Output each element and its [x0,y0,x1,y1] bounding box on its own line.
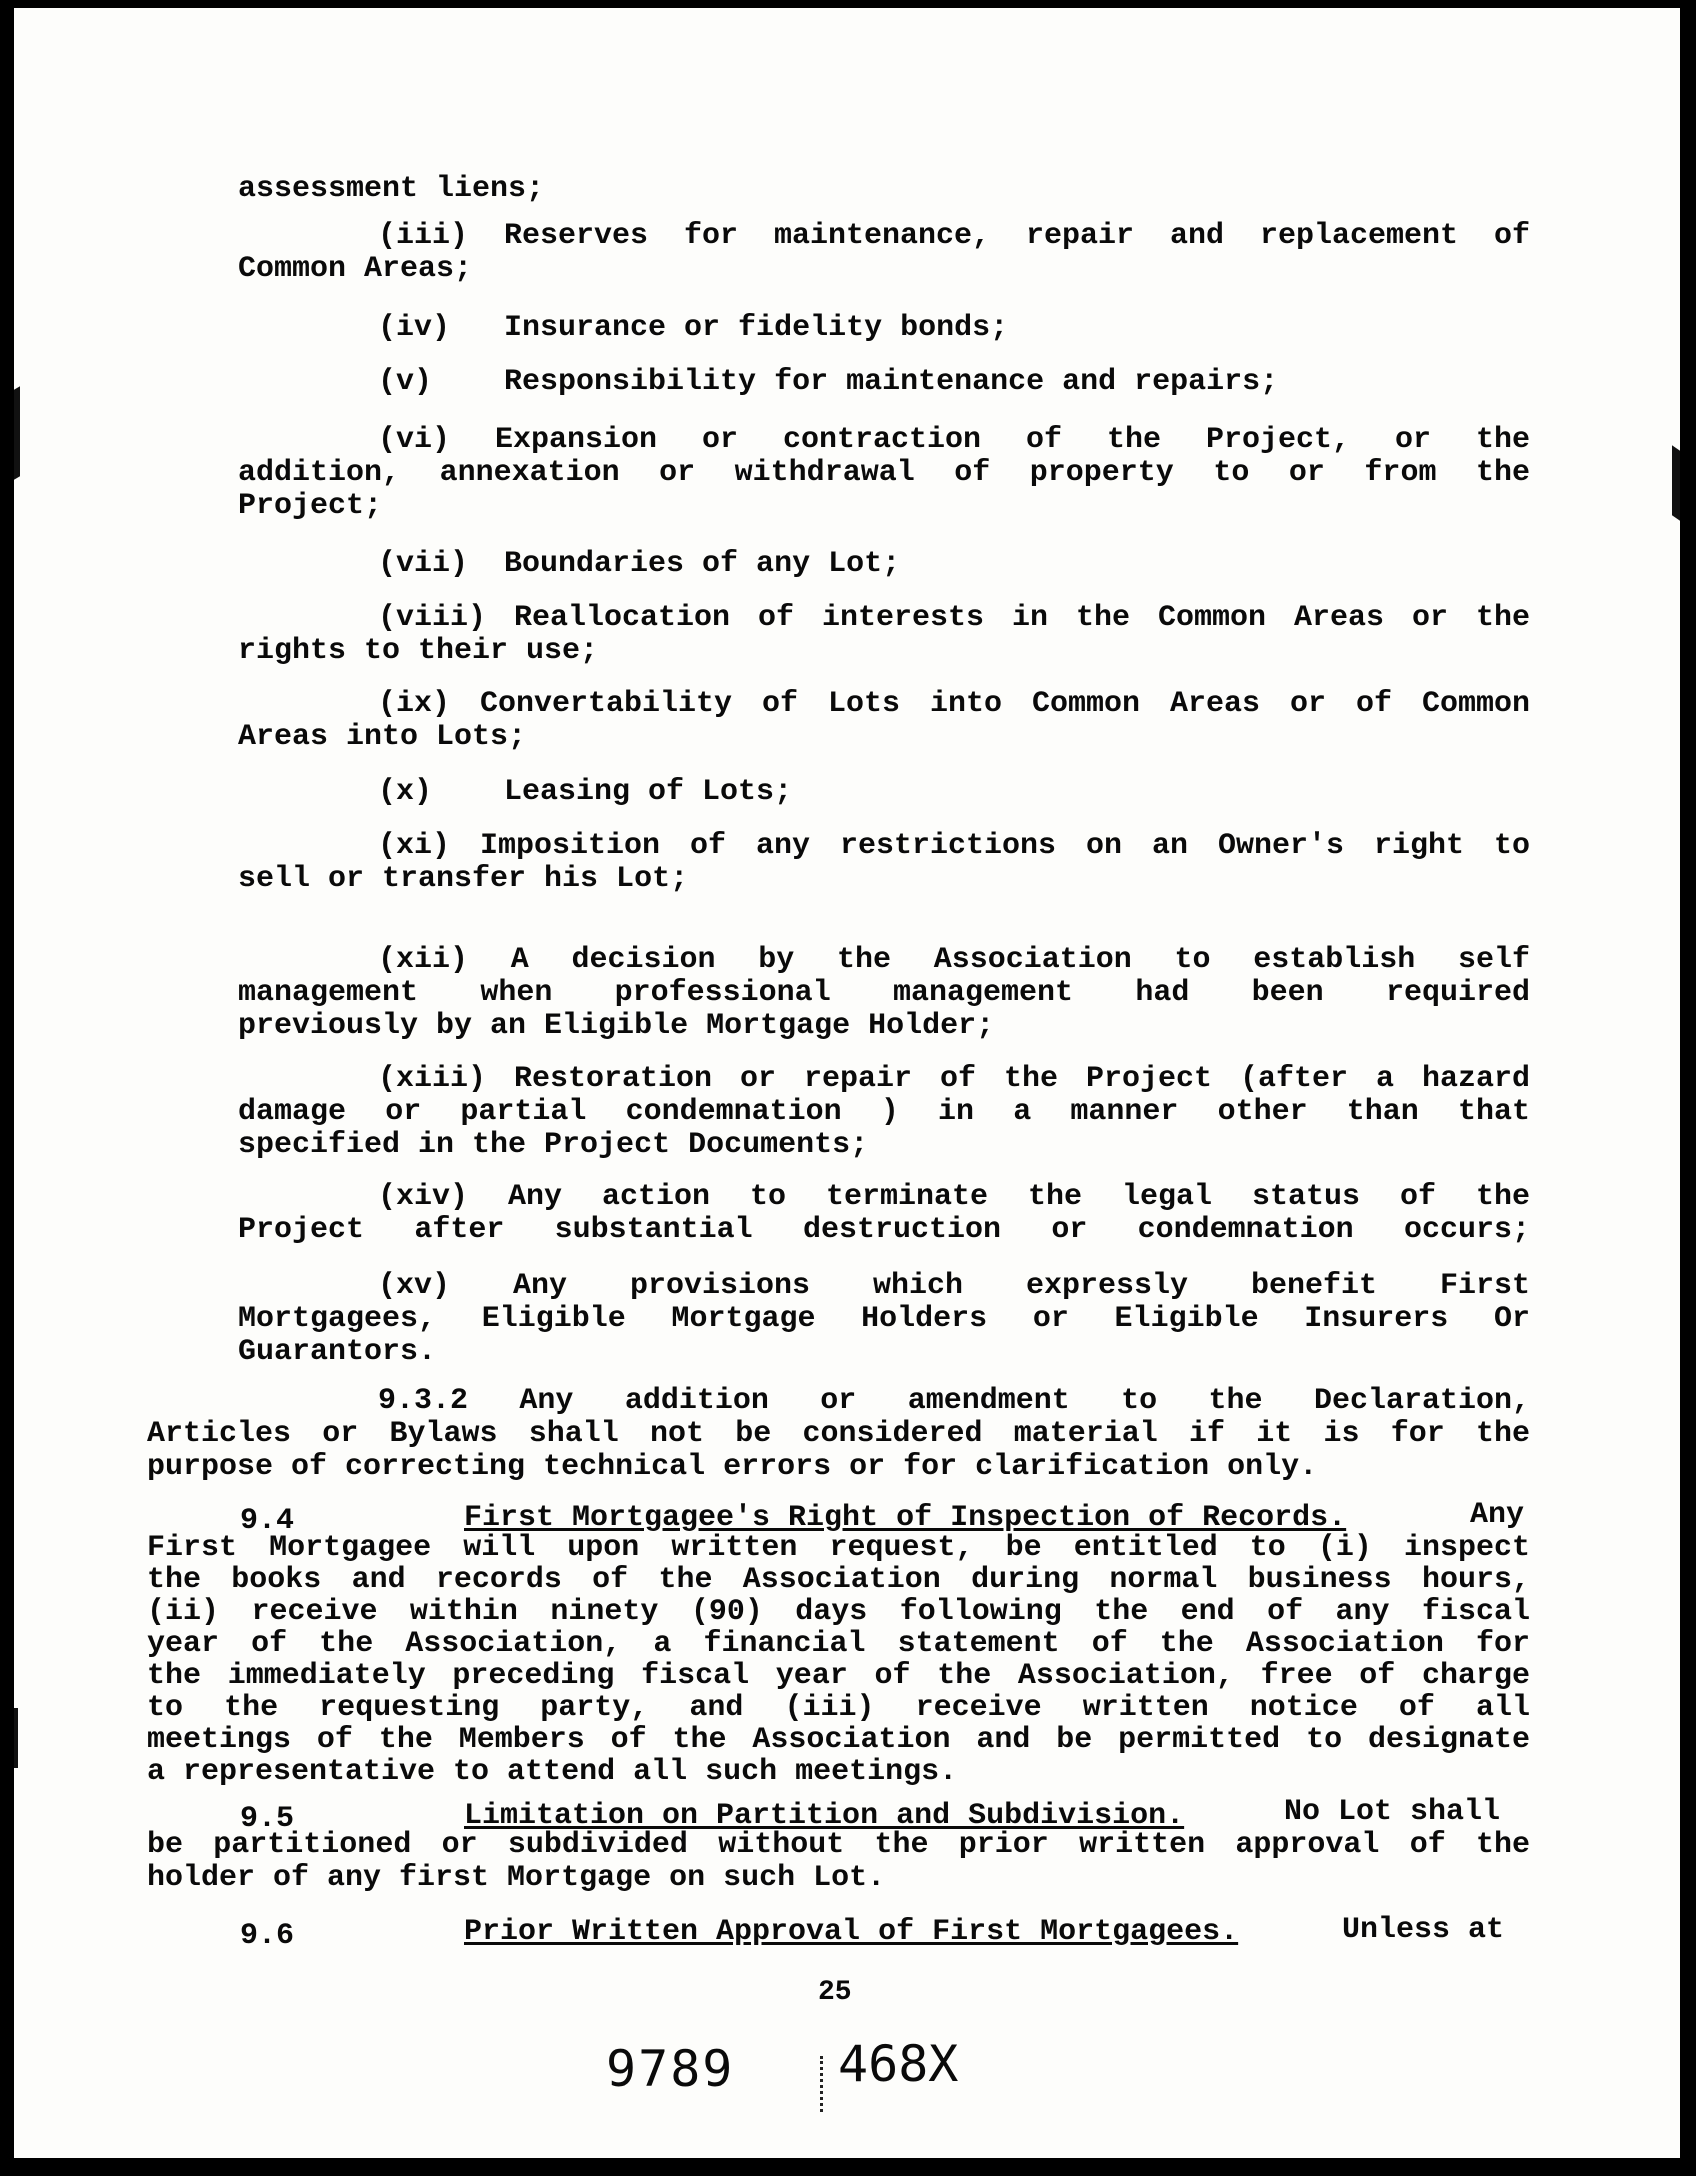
list-item-v: (v) Responsibility for maintenance and repairs; [378,365,1279,399]
text-line: addition, annexation or withdrawal of property to or from the [238,456,1530,490]
text-line: previously by an Eligible Mortgage Holder; [238,1009,995,1043]
list-item-xv: (xv) Any provisions which expressly benefit First [378,1269,1530,1303]
list-item-xiii: (xiii) Restoration or repair of the Project (after a hazard [378,1062,1530,1096]
text-line: Guarantors. [238,1335,437,1369]
text-line: Project; [238,489,383,523]
text-line: First Mortgagee will upon written request, be entitled to (i) inspect [147,1531,1530,1565]
document-page [14,8,1680,2158]
text-line: rights to their use; [238,634,599,668]
list-item-viii: (viii) Reallocation of interests in the Common Areas or the [378,601,1530,635]
text-line: purpose of correcting technical errors or for clarification only. [147,1450,1318,1484]
section-heading: Prior Written Approval of First Mortgagees. [464,1915,1239,1949]
text-line: specified in the Project Documents; [238,1128,869,1162]
list-item-vi: (vi) Expansion or contraction of the Project, or the [378,423,1530,457]
list-item-iii: (iii) Reserves for maintenance, repair and replacement of [378,219,1530,253]
list-item-xii: (xii) A decision by the Association to establish self [378,943,1530,977]
scan-edge-mark [1672,445,1680,521]
text-line: management when professional management had been required [238,976,1530,1010]
text-line: the immediately preceding fiscal year of the Association, free of charge [147,1659,1530,1693]
text-line: Any [1470,1498,1525,1532]
document-stamp-left: 9789 [606,2040,735,2098]
list-item-vii: (vii) Boundaries of any Lot; [378,547,901,581]
scan-edge-mark [14,386,20,479]
text-line: a representative to attend all such meetings. [147,1755,958,1789]
scan-edge-mark [14,1708,18,1768]
text-line: assessment liens; [238,172,545,206]
text-line: the books and records of the Association during normal business hours, [147,1563,1530,1597]
text-line: holder of any first Mortgage on such Lot. [147,1861,886,1895]
list-item-xiv: (xiv) Any action to terminate the legal status of the [378,1180,1530,1214]
section-number: 9.6 [240,1919,295,1953]
page-number: 25 [818,1977,852,2008]
list-item-xi: (xi) Imposition of any restrictions on an Owner's right to [378,829,1530,863]
text-line: meetings of the Members of the Association and be permitted to designate [147,1723,1530,1757]
text-line: No Lot shall [1284,1795,1501,1829]
text-line: be partitioned or subdivided without the prior written approval of the [147,1828,1530,1862]
section-number: 9.5 [240,1802,295,1836]
text-line: year of the Association, a financial statement of the Association for [147,1627,1530,1661]
section-heading: First Mortgagee's Right of Inspection of Records. [464,1501,1347,1535]
section-heading: Limitation on Partition and Subdivision. [464,1799,1185,1833]
list-item-iv: (iv) Insurance or fidelity bonds; [378,311,1009,345]
section-9-3-2: 9.3.2 Any addition or amendment to the Declaration, [378,1384,1530,1418]
text-line: sell or transfer his Lot; [238,862,689,896]
text-line: Mortgagees, Eligible Mortgage Holders or Eligible Insurers Or [238,1302,1530,1336]
text-line: Unless at [1342,1913,1505,1947]
text-line: to the requesting party, and (iii) receive written notice of all [147,1691,1530,1725]
stamp-separator [820,2056,827,2112]
text-line: (ii) receive within ninety (90) days following the end of any fiscal [147,1595,1530,1629]
list-item-ix: (ix) Convertability of Lots into Common Areas or of Common [378,687,1530,721]
list-item-x: (x) Leasing of Lots; [378,775,793,809]
document-body [14,8,1680,2158]
document-stamp-right: 468X [838,2035,959,2093]
text-line: Articles or Bylaws shall not be considered material if it is for the [147,1417,1530,1451]
text-line: damage or partial condemnation ) in a manner other than that [238,1095,1530,1129]
text-line: Project after substantial destruction or condemnation occurs; [238,1213,1530,1247]
text-line: Areas into Lots; [238,720,527,754]
text-line: Common Areas; [238,252,473,286]
section-number: 9.4 [240,1504,295,1538]
